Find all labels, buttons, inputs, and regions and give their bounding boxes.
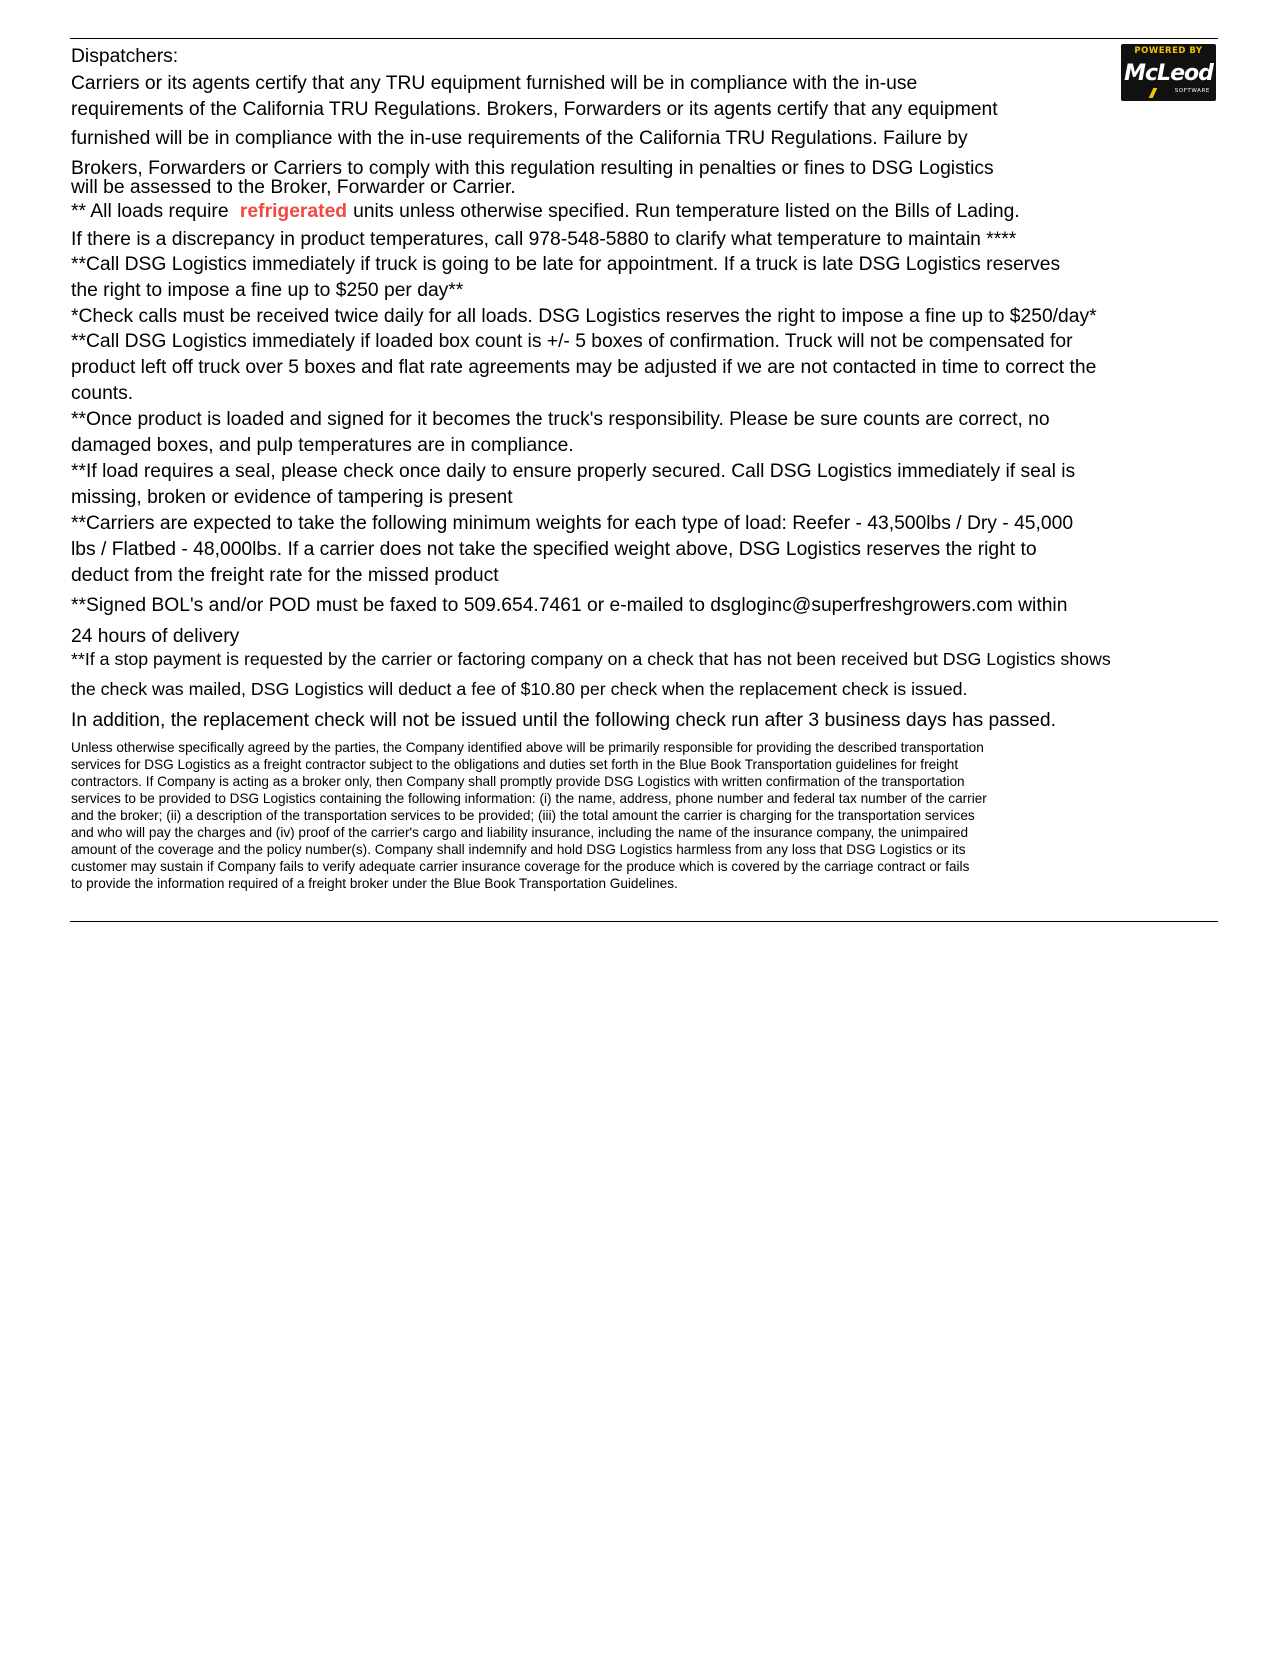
top-divider [70,38,1218,39]
rule-line: the right to impose a fine up to $250 per day** [71,280,464,301]
fine-print-line: amount of the coverage and the policy number(s). Company shall indemnify and hold DSG Logistics harmless from any loss that DSG Logistics or its [71,842,966,857]
rule-line: 24 hours of delivery [71,626,240,647]
fine-print-line: services for DSG Logistics as a freight contractor subject to the obligations and duties set forth in the Blue Book Transportation guidelines for freight [71,757,959,772]
rule-line: damaged boxes, and pulp temperatures are in compliance. [71,435,574,456]
fine-print-line: Unless otherwise specifically agreed by the parties, the Company identified above will be primarily responsible for providing the described transportation [71,740,984,755]
rule-line: deduct from the freight rate for the missed product [71,565,499,586]
mcleod-logo [1121,44,1216,101]
refrigerated-loads-line [71,201,1020,223]
rule-line: **Carriers are expected to take the following minimum weights for each type of load: Reefer - 43,500lbs / Dry - 45,000 [71,513,1074,534]
rule-line: counts. [71,383,134,404]
refrigerated-highlight: refrigerated [239,201,348,222]
logo-powered-text: POWERED BY [1134,46,1203,56]
fine-print-line: contractors. If Company is acting as a broker only, then Company shall promptly provide DSG Logistics with written confirmation of the transportation [71,774,965,789]
loads-suffix: units unless otherwise specified. Run temperature listed on the Bills of Lading. [353,201,1020,222]
stop-payment-line: **If a stop payment is requested by the carrier or factoring company on a check that has not been received but DSG Logistics shows [71,649,1111,669]
logo-software-text: SOFTWARE [1174,88,1210,94]
rule-line: **Once product is loaded and signed for it becomes the truck's responsibility. Please be sure counts are correct, no [71,409,1050,430]
rule-line: **If load requires a seal, please check once daily to ensure properly secured. Call DSG Logistics immediately if seal is [71,461,1076,482]
rule-line: *Check calls must be received twice daily for all loads. DSG Logistics reserves the right to impose a fine up to $250/day* [71,306,1097,327]
tru-line: will be assessed to the Broker, Forwarder or Carrier. [71,177,516,198]
bottom-divider [70,921,1218,922]
fine-print-line: and the broker; (ii) a description of the transportation services to be provided; (iii) the total amount the carrier is charging for the transportation services [71,808,975,823]
tru-line: furnished will be in compliance with the in-use requirements of the California TRU Regulations. Failure by [71,128,968,149]
stop-payment-line: the check was mailed, DSG Logistics will deduct a fee of $10.80 per check when the replacement check is issued. [71,679,968,699]
replacement-check-line: In addition, the replacement check will not be issued until the following check run after 3 business days has passed. [71,710,1056,731]
tru-line: requirements of the California TRU Regulations. Brokers, Forwarders or its agents certify that any equipment [71,99,998,120]
rule-line: **Call DSG Logistics immediately if truck is going to be late for appointment. If a truck is late DSG Logistics reserves [71,254,1061,275]
rule-line: lbs / Flatbed - 48,000lbs. If a carrier does not take the specified weight above, DSG Logistics reserves the right to [71,539,1037,560]
tru-line: Brokers, Forwarders or Carriers to comply with this regulation resulting in penalties or fines to DSG Logistics [71,158,994,179]
dispatchers-heading: Dispatchers: [71,46,179,67]
rule-line: **Signed BOL's and/or POD must be faxed to 509.654.7461 or e-mailed to dsgloginc@superfreshgrowers.com within [71,595,1068,616]
loads-prefix: ** All loads require [71,201,229,222]
fine-print-line: customer may sustain if Company fails to verify adequate carrier insurance coverage for the produce which is covered by the carriage contract or fails [71,859,970,874]
fine-print-line: to provide the information required of a freight broker under the Blue Book Transportation Guidelines. [71,876,678,891]
rule-line: product left off truck over 5 boxes and flat rate agreements may be adjusted if we are not contacted in time to correct the [71,357,1097,378]
logo-swoosh-icon [1149,88,1158,98]
rule-line: **Call DSG Logistics immediately if loaded box count is +/- 5 boxes of confirmation. Truck will not be compensated for [71,331,1073,352]
fine-print-line: services to be provided to DSG Logistics containing the following information: (i) the name, address, phone number and federal tax number of the carrier [71,791,987,806]
logo-brand-text: McLeod [1124,61,1213,86]
tru-line: Carriers or its agents certify that any TRU equipment furnished will be in compliance with the in-use [71,73,918,94]
rule-line: missing, broken or evidence of tampering is present [71,487,513,508]
rule-line: If there is a discrepancy in product temperatures, call 978-548-5880 to clarify what temperature to maintain **** [71,229,1017,250]
fine-print-line: and who will pay the charges and (iv) proof of the carrier's cargo and liability insurance, including the name of the insurance company, the unimpaired [71,825,969,840]
